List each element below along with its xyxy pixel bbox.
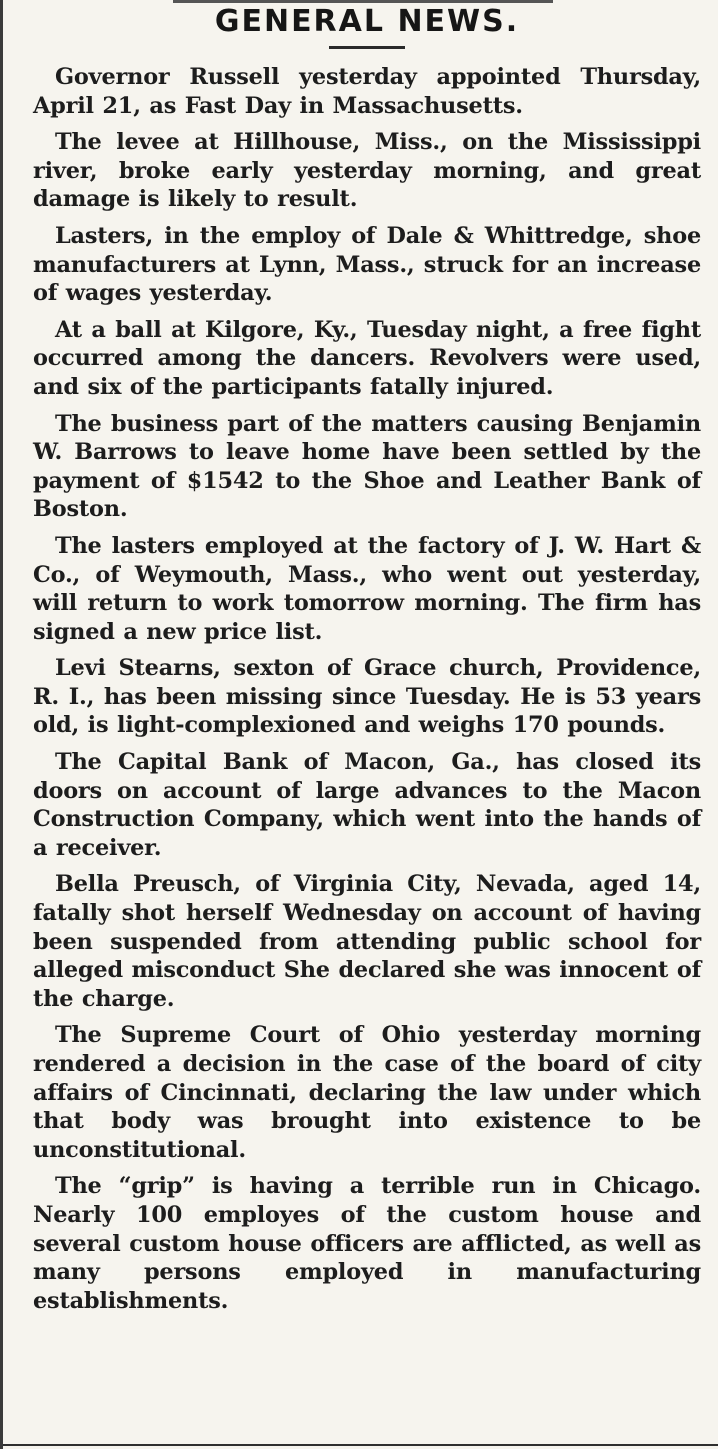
article-kilgore-ball: At a ball at Kilgore, Ky., Tuesday night, a free fight occurred among the dancers. Revolvers were used, and six of the participants fatally injured. [33,316,701,400]
headline-rule [329,46,405,49]
article-barrows: The business part of the matters causing Benjamin W. Barrows to leave home have been settled by the payment of $1542 to the Shoe and Leather Bank of Boston. [33,410,701,523]
news-column [33,4,701,1323]
headline: GENERAL NEWS. [214,4,520,39]
article-lasters-lynn: Lasters, in the employ of Dale & Whittredge, shoe manufacturers at Lynn, Mass., struck for an increase of wages yesterday. [33,222,701,307]
article-weymouth-lasters: The lasters employed at the factory of J. W. Hart & Co., of Weymouth, Mass., who went out yesterday, will return to work tomorrow morning. The firm has signed a new price list. [33,532,701,645]
article-bella-preusch: Bella Preusch, of Virginia City, Nevada, aged 14, fatally shot herself Wednesday on account of having been suspended from attending public school for alleged misconduct She declared she was innocent of the charge. [33,871,701,1012]
article-levi-stearns: Levi Stearns, sexton of Grace church, Providence, R. I., has been missing since Tuesday. He is 53 years old, is light-complexioned and weighs 170 pounds. [33,655,701,739]
article-fast-day: Governor Russell yesterday appointed Thursday, April 21, as Fast Day in Massachusetts. [33,64,701,119]
article-supreme-court-ohio: The Supreme Court of Ohio yesterday morning rendered a decision in the case of the board of city affairs of Cincinnati, declaring the law under which that body was brought into existence to be unconstitutional. [33,1022,701,1163]
top-rule [173,0,553,3]
bottom-rule [3,1444,718,1446]
article-grip-chicago: The “grip” is having a terrible run in Chicago. Nearly 100 employes of the custom house and several custom house officers are afflicted, as well as many persons employed in manufacturing establishments. [33,1173,701,1314]
article-levee: The levee at Hillhouse, Miss., on the Mississippi river, broke early yesterday morning, and great damage is likely to result. [33,129,701,213]
article-capital-bank: The Capital Bank of Macon, Ga., has closed its doors on account of large advances to the Macon Construction Company, which went into the hands of a receiver. [33,749,701,861]
